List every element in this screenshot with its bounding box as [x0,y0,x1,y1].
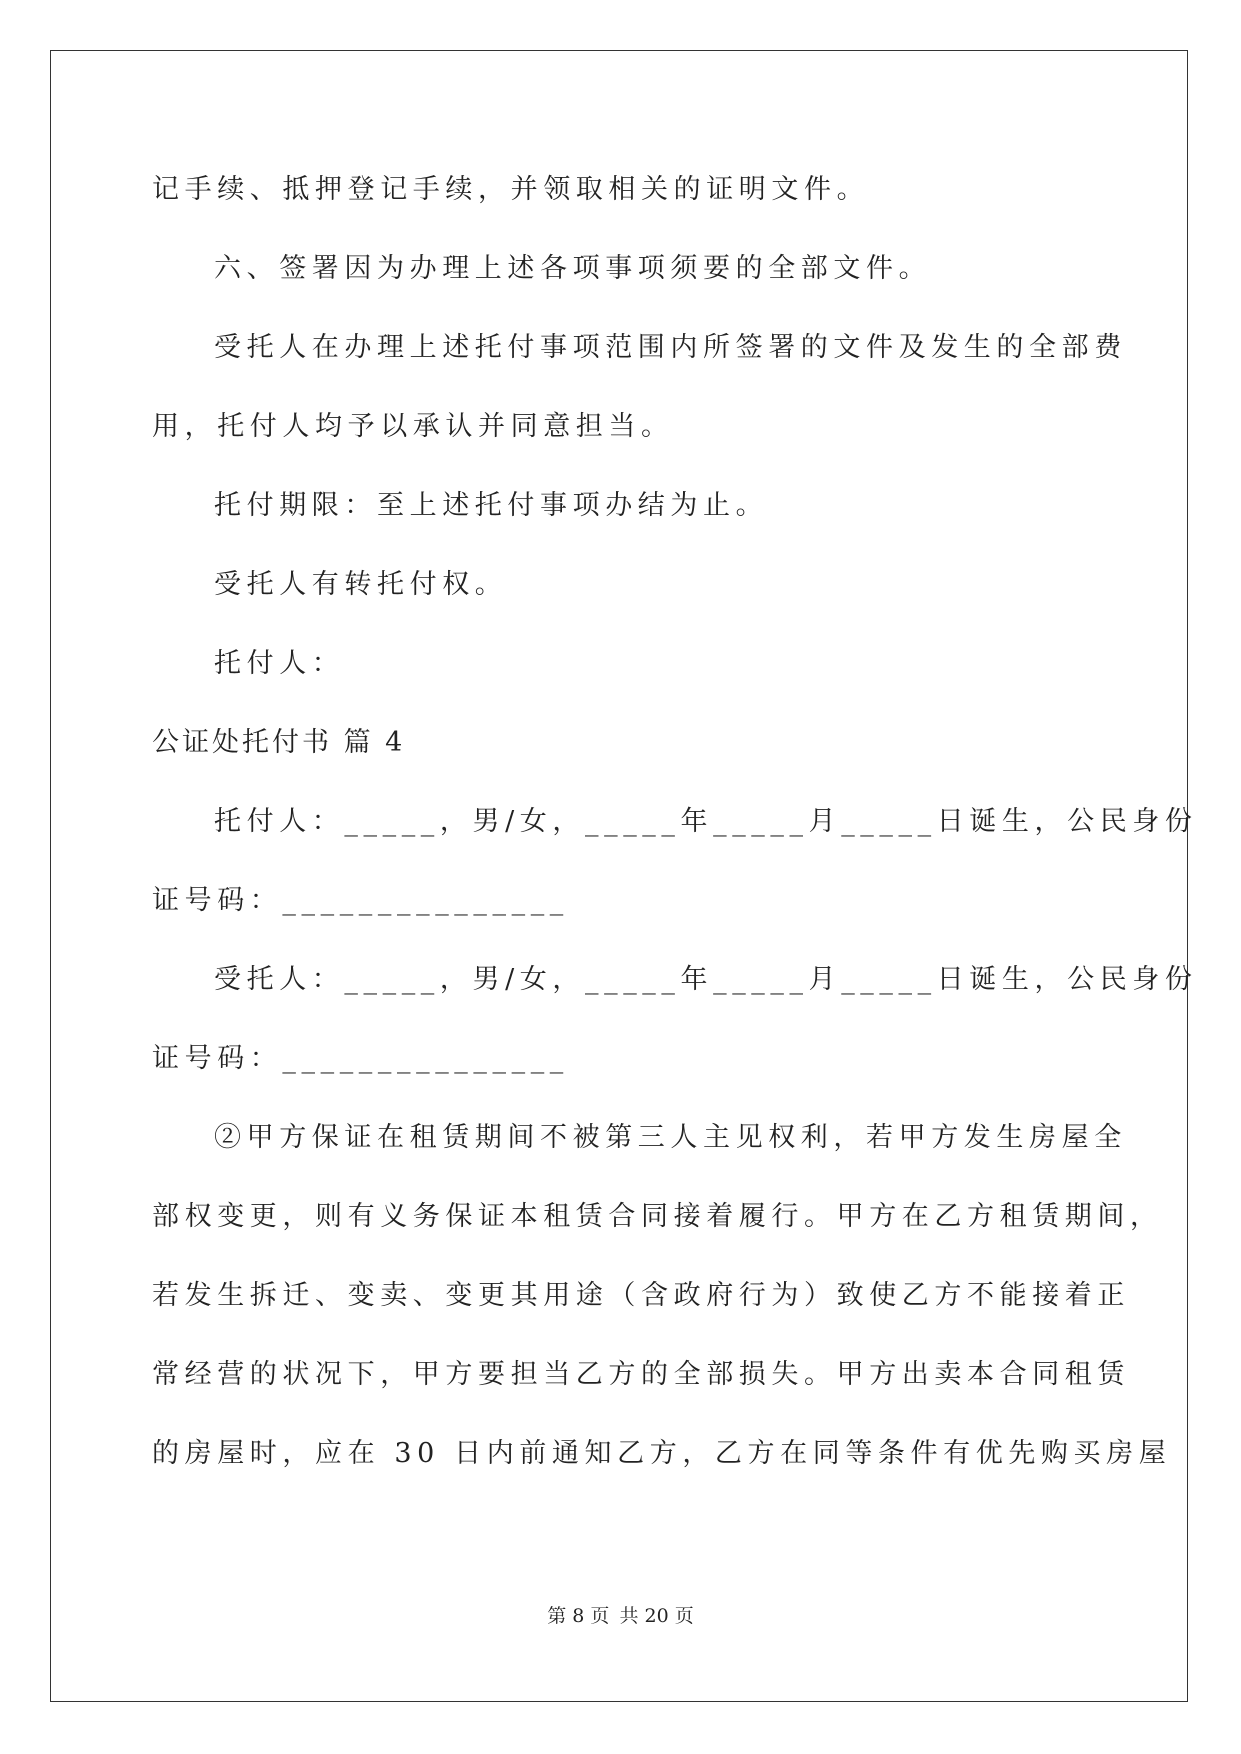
text-line-15: 若发生拆迁、变卖、变更其用途（含政府行为）致使乙方不能接着正 [152,1280,1130,1311]
page-total: 共 20 页 [619,1605,694,1627]
text-line-16: 常经营的状况下，甲方要担当乙方的全部损失。甲方出卖本合同租赁 [152,1359,1130,1390]
text-line-2: 六、签署因为办理上述各项事项须要的全部文件。 [214,253,932,284]
text-line-11: 受托人：_____，男/女，_____年_____月_____日诞生，公民身份 [214,964,1198,995]
page-footer [0,1604,1241,1628]
text-line-5: 托付期限：至上述托付事项办结为止。 [214,490,769,521]
text-line-17: 的房屋时，应在 30 日内前通知乙方，乙方在同等条件有优先购买房屋 [152,1438,1172,1469]
text-line-13: ②甲方保证在租赁期间不被第三人主见权利，若甲方发生房屋全 [214,1122,1127,1153]
text-line-4: 用，托付人均予以承认并同意担当。 [152,411,674,442]
page-number: 第 8 页 [547,1605,610,1627]
text-line-3: 受托人在办理上述托付事项范围内所签署的文件及发生的全部费 [214,332,1127,363]
text-line-1: 记手续、抵押登记手续，并领取相关的证明文件。 [152,174,870,205]
text-line-10: 证号码：_______________ [152,885,569,916]
text-line-14: 部权变更，则有义务保证本租赁合同接着履行。甲方在乙方租赁期间， [152,1201,1163,1232]
text-line-6: 受托人有转托付权。 [214,569,508,600]
section-heading: 公证处托付书 篇 4 [152,727,406,758]
text-line-12: 证号码：_______________ [152,1043,569,1074]
text-line-7: 托付人： [214,648,345,679]
text-line-9: 托付人：_____，男/女，_____年_____月_____日诞生，公民身份 [214,806,1198,837]
